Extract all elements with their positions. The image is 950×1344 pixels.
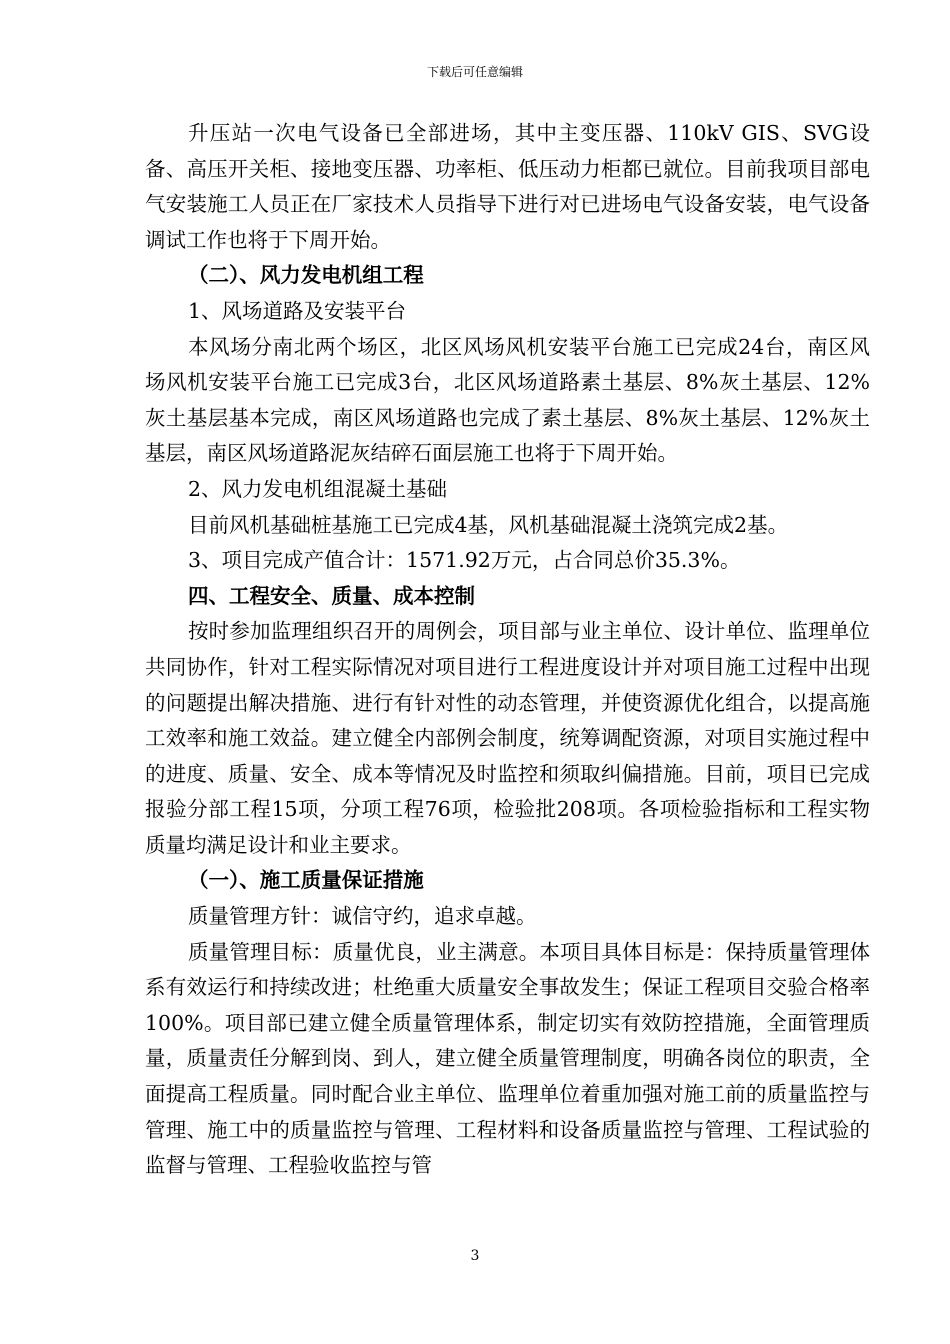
- document-body: [145, 116, 870, 1184]
- paragraph-quality-policy: 质量管理方针：诚信守约，追求卓越。: [188, 904, 537, 929]
- section-heading-safety-quality-cost: 四、工程安全、质量、成本控制: [188, 583, 475, 608]
- section-heading-wind-turbine: （二）、风力发电机组工程: [188, 263, 424, 288]
- paragraph-weekly-meeting: 按时参加监理组织召开的周例会，项目部与业主单位、设计单位、监理单位共同协作，针对工程实际情况对项目进行工程进度设计并对项目施工过程中出现的问题提出解决措施、进行有针对性的动态管理，并使资源优化组合，以提高施工效率和施工效益。建立健全内部例会制度，统筹调配资源，对项目实施过程中的进度、质量、安全、成本等情况及时监控和须取纠偏措施。目前，项目已完成报验分部工程15项，分项工程76项，检验批208项。各项检验指标和工程实物质量均满足设计和业主要求。: [145, 619, 870, 857]
- subheading-roads-platform: 1、风场道路及安装平台: [188, 298, 407, 323]
- paragraph-substation-equipment: 升压站一次电气设备已全部进场，其中主变压器、110kV GIS、SVG设备、高压开关柜、接地变压器、功率柜、低压动力柜都已就位。目前我项目部电气安装施工人员正在厂家技术人员指导下进行对已进场电气设备安装，电气设备调试工作也将于下周开始。: [145, 121, 870, 252]
- page-number: 3: [470, 1248, 480, 1264]
- paragraph-foundation-progress: 目前风机基础桩基施工已完成4基，风机基础混凝土浇筑完成2基。: [188, 512, 789, 537]
- page-header: 下载后可任意编辑: [426, 65, 523, 79]
- paragraph-quality-goals: 质量管理目标：质量优良，业主满意。本项目具体目标是：保持质量管理体系有效运行和持续改进；杜绝重大质量安全事故发生；保证工程项目交验合格率100%。项目部已建立健全质量管理体系，制定切实有效防控措施，全面管理质量，质量责任分解到岗、到人，建立健全质量管理制度，明确各岗位的职责，全面提高工程质量。同时配合业主单位、监理单位着重加强对施工前的质量监控与管理、施工中的质量监控与管理、工程材料和设备质量监控与管理、工程试验的监督与管理、工程验收监控与管: [145, 939, 870, 1178]
- paragraph-output-value: 3、项目完成产值合计：1571.92万元，占合同总价35.3%。: [188, 548, 741, 573]
- section-heading-quality-measures: （一）、施工质量保证措施: [188, 868, 424, 893]
- subheading-concrete-foundation: 2、风力发电机组混凝土基础: [188, 476, 448, 501]
- paragraph-roads-platform: 本风场分南北两个场区，北区风场风机安装平台施工已完成24台，南区风场风机安装平台施工已完成3台，北区风场道路素土基层、8%灰土基层、12%灰土基层基本完成，南区风场道路也完成了素土基层、8%灰土基层、12%灰土基层，南区风场道路泥灰结碎石面层施工也将于下周开始。: [145, 334, 870, 466]
